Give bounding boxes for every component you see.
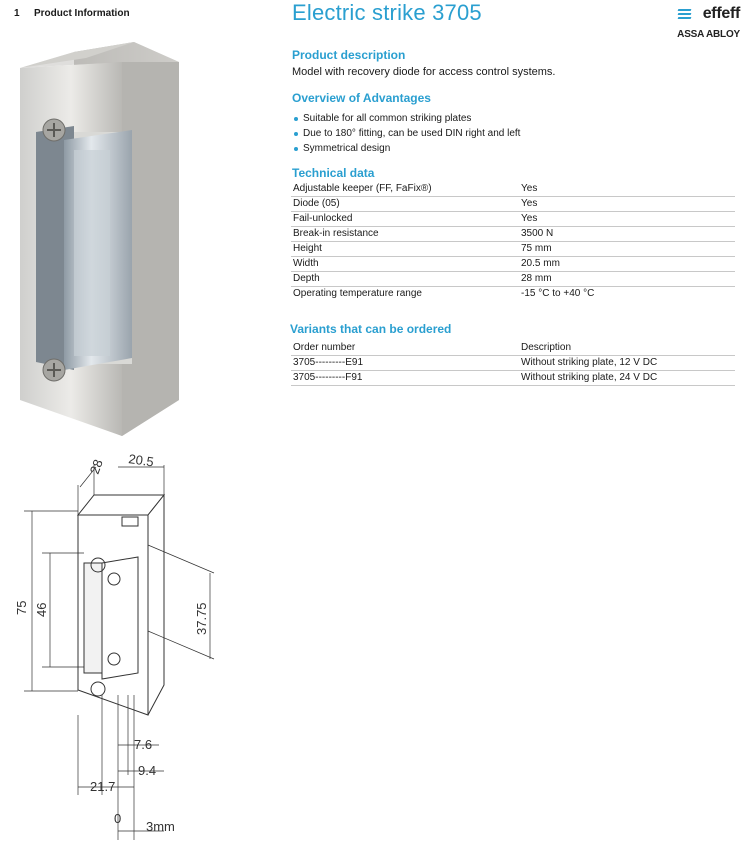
advantages-list bbox=[294, 111, 520, 156]
table-row bbox=[291, 182, 735, 197]
spec-value: Yes bbox=[519, 212, 735, 227]
effeff-logo bbox=[676, 5, 740, 45]
variant-description: Without striking plate, 12 V DC bbox=[519, 356, 735, 371]
table-row bbox=[291, 371, 735, 386]
spec-label: Break-in resistance bbox=[291, 227, 519, 242]
variants-table bbox=[291, 341, 735, 386]
table-row bbox=[291, 287, 735, 302]
advantage-item: Due to 180° fitting, can be used DIN right and left bbox=[294, 126, 520, 141]
spec-label: Fail-unlocked bbox=[291, 212, 519, 227]
product-photo bbox=[14, 40, 184, 440]
table-row bbox=[291, 257, 735, 272]
table-row bbox=[291, 212, 735, 227]
dim-label: 46 bbox=[34, 602, 49, 617]
spec-value: Yes bbox=[519, 182, 735, 197]
spec-value: 3500 N bbox=[519, 227, 735, 242]
page-title: Electric strike 3705 bbox=[292, 0, 482, 25]
dimension-drawing bbox=[14, 445, 234, 845]
dim-label: 28 bbox=[86, 457, 106, 477]
section-title: Product Information bbox=[34, 8, 130, 19]
logo-subbrand: ASSA ABLOY bbox=[677, 29, 740, 40]
col-description: Description bbox=[519, 341, 735, 356]
advantage-item: Suitable for all common striking plates bbox=[294, 111, 520, 126]
dim-label: 37.75 bbox=[194, 602, 209, 635]
spec-value: 28 mm bbox=[519, 272, 735, 287]
dim-label: 9.4 bbox=[138, 763, 157, 778]
logo-brand: effeff bbox=[702, 5, 740, 22]
spec-label: Adjustable keeper (FF, FaFix®) bbox=[291, 182, 519, 197]
dim-label: 0 bbox=[114, 811, 122, 826]
dim-label: 7.6 bbox=[134, 737, 153, 752]
technical-data-heading: Technical data bbox=[292, 166, 375, 180]
advantage-item: Symmetrical design bbox=[294, 141, 520, 156]
spec-label: Operating temperature range bbox=[293, 288, 422, 299]
logo-mark-icon bbox=[678, 9, 691, 19]
spec-value: 75 mm bbox=[519, 242, 735, 257]
table-row bbox=[291, 272, 735, 287]
table-row bbox=[291, 356, 735, 371]
table-row bbox=[291, 242, 735, 257]
spec-value: Yes bbox=[519, 197, 735, 212]
col-order-number: Order number bbox=[291, 341, 519, 356]
dim-label: 20.5 bbox=[127, 451, 155, 470]
order-number: 3705---------E91 bbox=[291, 356, 519, 371]
spec-label: Diode (05) bbox=[291, 197, 519, 212]
order-number: 3705---------F91 bbox=[291, 371, 519, 386]
product-description-text: Model with recovery diode for access control systems. bbox=[292, 66, 556, 78]
variants-heading: Variants that can be ordered bbox=[290, 322, 452, 336]
spec-value: 20.5 mm bbox=[519, 257, 735, 272]
spec-label: Width bbox=[291, 257, 519, 272]
spec-label: Height bbox=[291, 242, 519, 257]
dim-label: 75 bbox=[14, 600, 29, 615]
table-row bbox=[291, 227, 735, 242]
product-description-heading: Product description bbox=[292, 48, 406, 62]
dim-label: 3mm bbox=[146, 819, 175, 834]
spec-label: Depth bbox=[291, 272, 519, 287]
technical-data-table bbox=[291, 182, 735, 301]
table-row bbox=[291, 197, 735, 212]
variant-description: Without striking plate, 24 V DC bbox=[519, 371, 735, 386]
spec-value: -15 °C to +40 °C bbox=[521, 288, 595, 299]
advantages-heading: Overview of Advantages bbox=[292, 91, 431, 105]
dim-label: 21.7 bbox=[90, 779, 116, 794]
section-number: 1 bbox=[14, 8, 20, 19]
table-header-row bbox=[291, 341, 735, 356]
